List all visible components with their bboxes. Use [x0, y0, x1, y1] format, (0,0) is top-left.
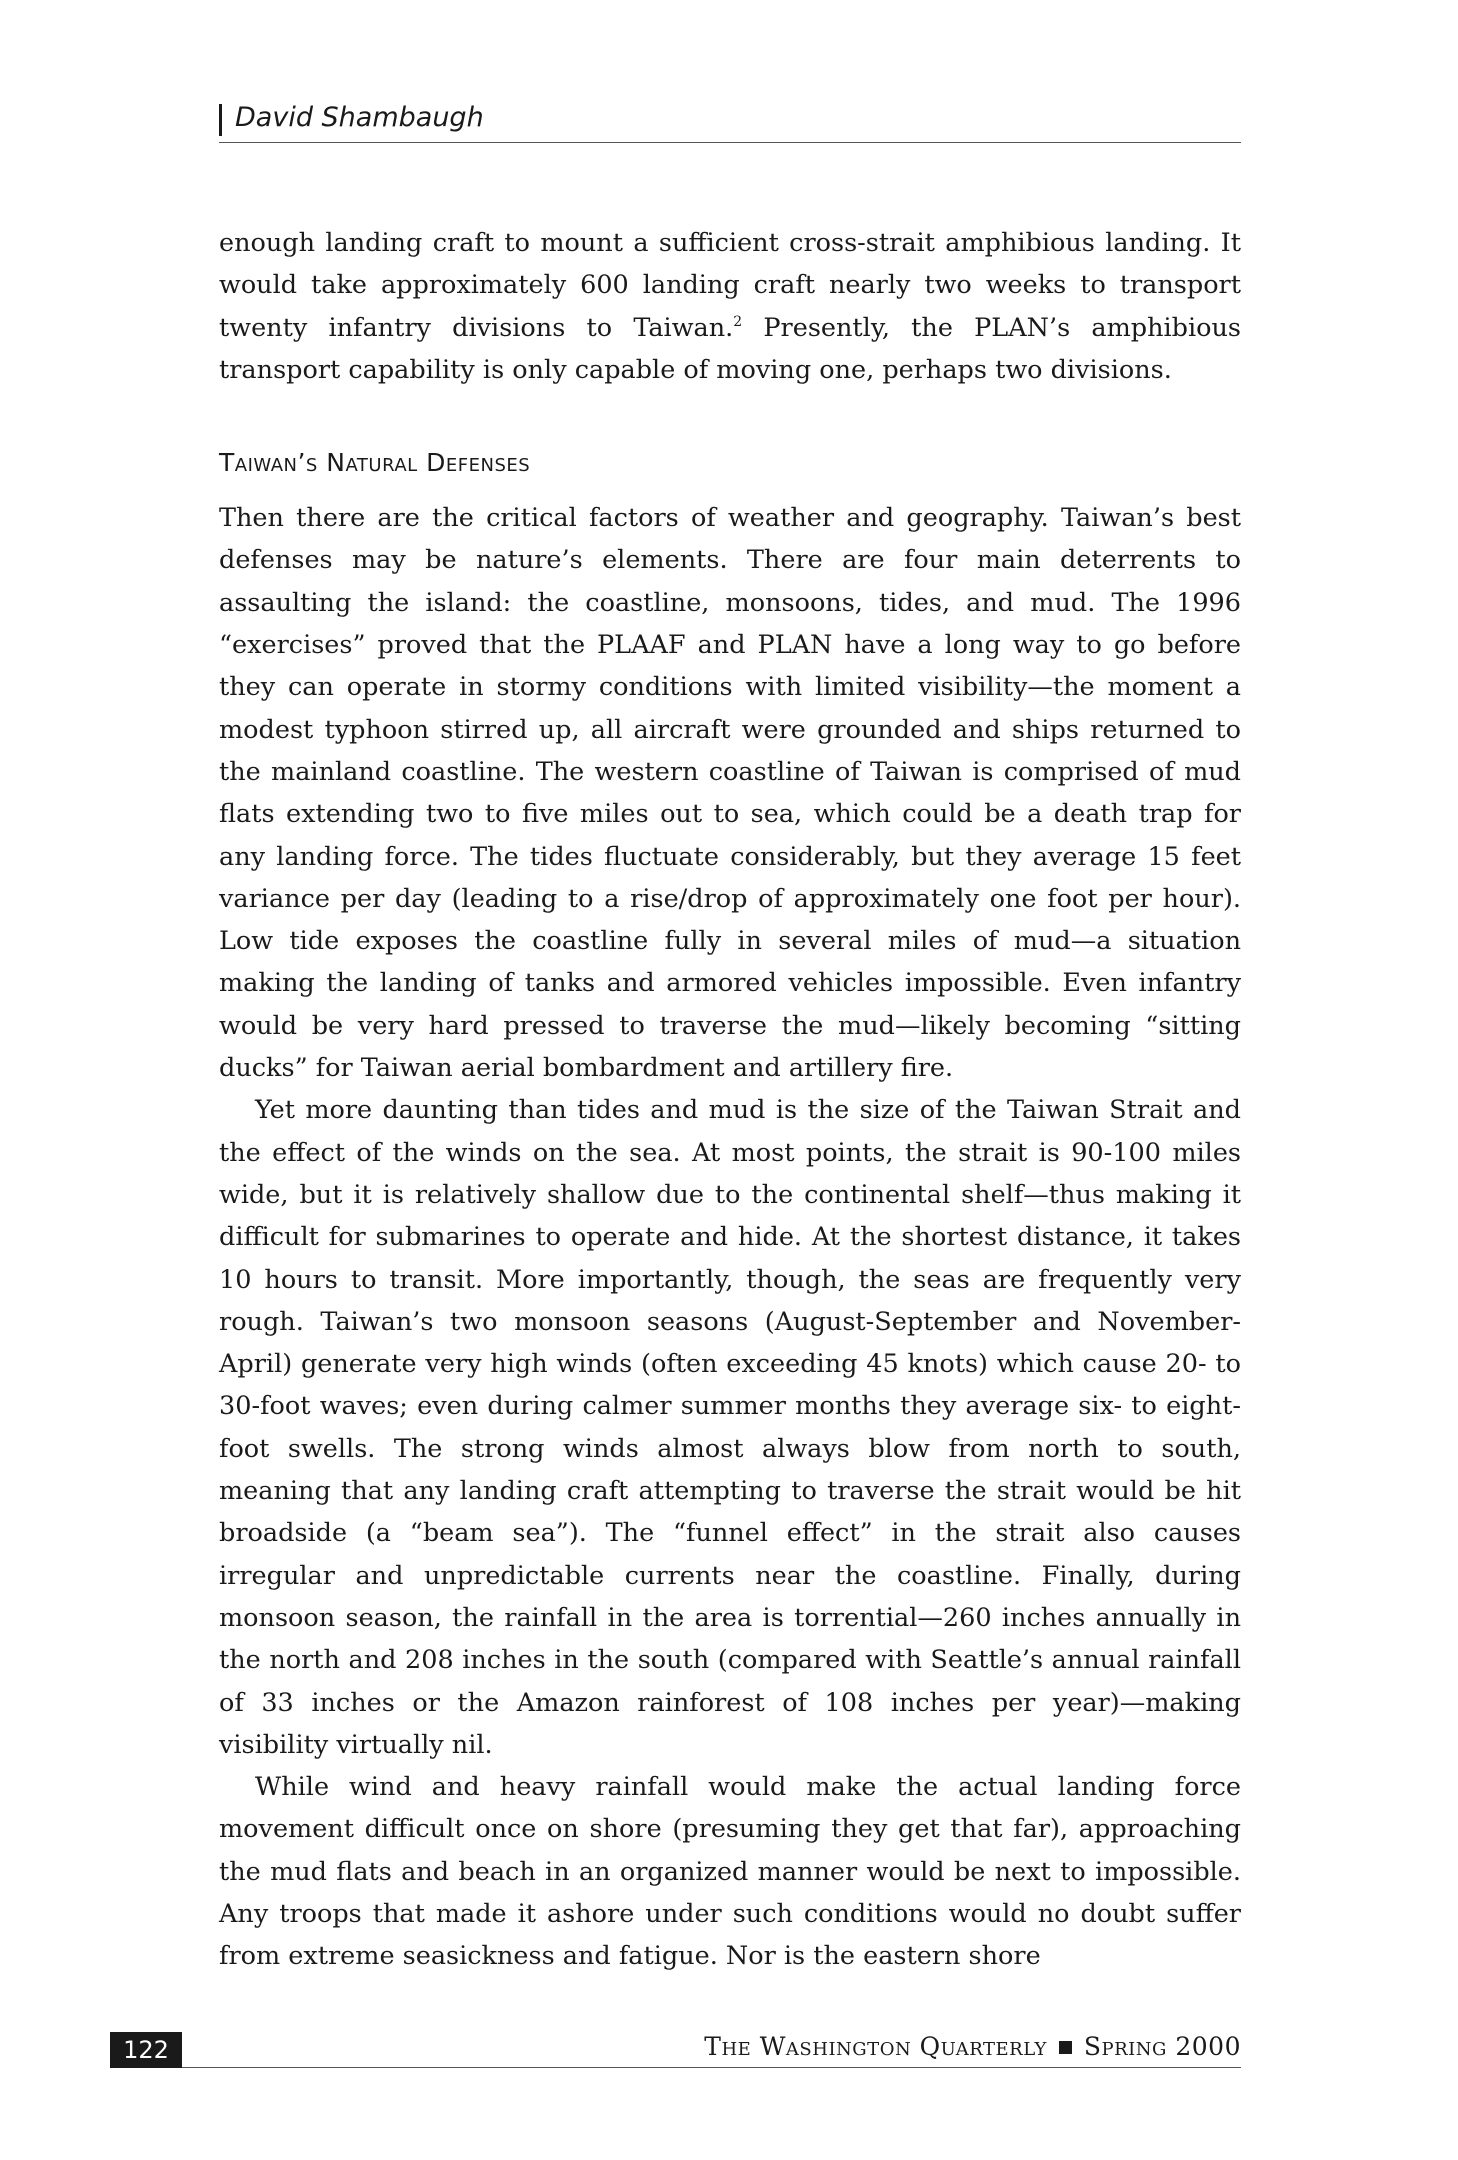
body-paragraph-4: While wind and heavy rainfall would make the actual landing force movement difficult once on shore (presuming they get that far), approaching the mud flats and beach in an organized manner would be next to impossible. Any troops that made it ashore under such conditions would no doubt suffer from extreme seasickness and fatigue. Nor is the eastern shore	[219, 1772, 1241, 1972]
journal-citation	[704, 2032, 1241, 2061]
running-head-bar	[219, 104, 222, 136]
footer-rule	[180, 2067, 1241, 2068]
page-footer	[110, 2030, 1241, 2074]
body-paragraph-2: Then there are the critical factors of weather and geography. Taiwan’s best defenses may be nature’s elements. There are four main deterrents to assaulting the island: the coastline, monsoons, tides, and mud. The 1996 “exercises” proved that the PLAAF and PLAN have a long way to go before they can operate in stormy conditions with limited visibility—the moment a modest typhoon stirred up, all aircraft were grounded and ships returned to the mainland coastline. The western coastline of Taiwan is comprised of mud flats extending two to five miles out to sea, which could be a death trap for any landing force. The tides fluctuate considerably, but they average 15 feet variance per day (leading to a rise/drop of approximately one foot per hour). Low tide exposes the coastline fully in several miles of mud—a situation making the landing of tanks and armored vehicles impossible. Even infantry would be very hard pressed to traverse the mud—likely becoming “sitting ducks” for Taiwan aerial bombardment and artillery fire.	[219, 503, 1241, 1084]
body-paragraph-1	[219, 222, 1241, 391]
paragraph-1-text: enough landing craft to mount a sufficient cross-strait amphibious landing. It would take approximately 600 landing craft nearly two weeks to transport twenty infantry divisions to Taiwan.	[219, 228, 1241, 343]
running-head	[219, 98, 1241, 143]
square-separator-icon	[1059, 2041, 1072, 2054]
page-number: 122	[110, 2032, 182, 2068]
journal-title: The Washington Quarterly	[704, 2032, 1047, 2061]
running-head-author: David Shambaugh	[235, 102, 484, 133]
journal-issue: Spring 2000	[1083, 2032, 1241, 2061]
body-paragraph-3: Yet more daunting than tides and mud is the size of the Taiwan Strait and the effect of the winds on the sea. At most points, the strait is 90-100 miles wide, but it is relatively shallow due to the continental shelf—thus making it difficult for submarines to operate and hide. At the shortest distance, it takes 10 hours to transit. More importantly, though, the seas are frequently very rough. Taiwan’s two monsoon seasons (August-September and November-April) generate very high winds (often exceeding 45 knots) which cause 20- to 30-foot waves; even during calmer summer months they average six- to eight-foot swells. The strong winds almost always blow from north to south, meaning that any landing craft attempting to traverse the strait would be hit broadside (a “beam sea”). The “funnel effect” in the strait also causes irregular and unpredictable currents near the coastline. Finally, during monsoon season, the rainfall in the area is torrential—260 inches annually in the north and 208 inches in the south (compared with Seattle’s annual rainfall of 33 inches or the Amazon rainforest of 108 inches per year)—making visibility virtually nil.	[219, 1095, 1241, 1760]
footnote-marker[interactable]: 2	[733, 313, 743, 330]
article-body	[219, 222, 1241, 1978]
paragraph-1-text-continued: Presently, the PLAN’s amphibious transport capability is only capable of moving one, perhaps two divisions.	[219, 312, 1241, 385]
section-heading: Taiwan’s Natural Defenses	[219, 448, 531, 478]
